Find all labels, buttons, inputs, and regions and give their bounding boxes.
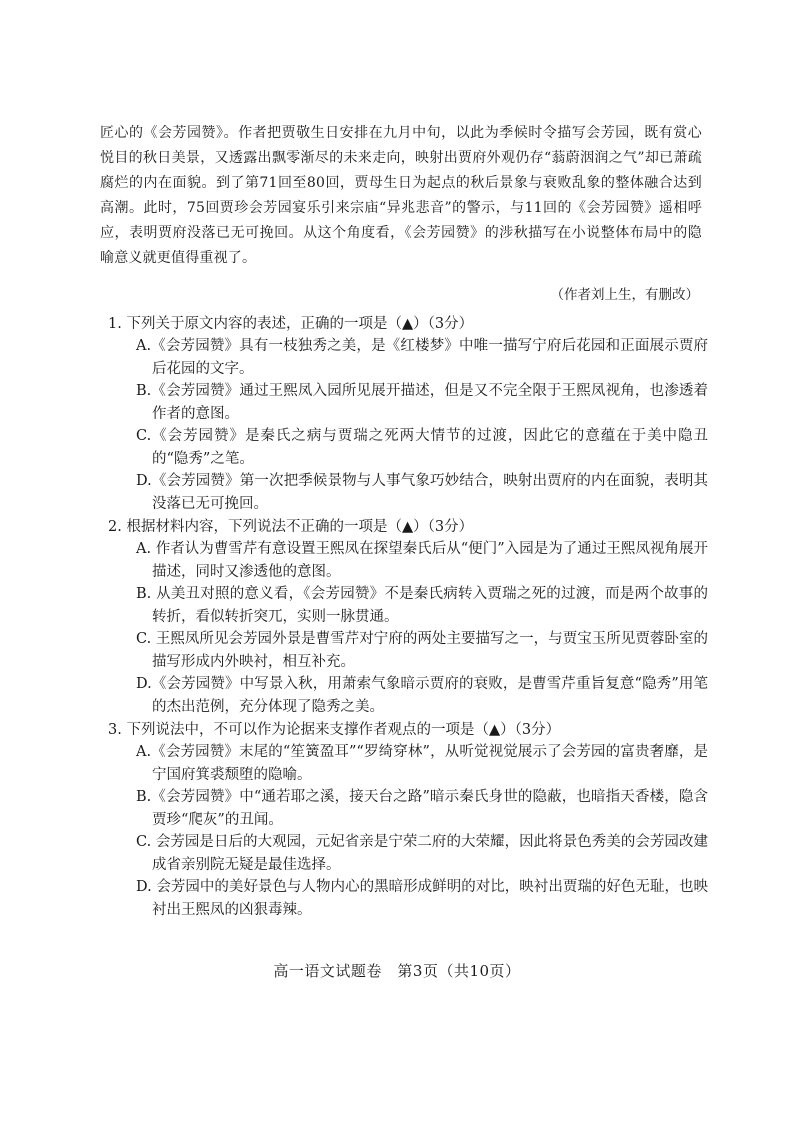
question-2	[108, 516, 708, 718]
option-b: B.《会芳园赞》中“通若耶之溪，接天台之路”暗示秦氏身世的隐蔽，也暗指天香楼，隐含贾珍“爬灰”的丑闻。	[136, 789, 708, 828]
source-attribution: （作者刘上生，有删改）	[550, 287, 699, 303]
question-1	[108, 313, 708, 515]
question-stem: 1. 下列关于原文内容的表述，正确的一项是（▲）（3分）	[108, 316, 474, 332]
option-c: C.《会芳园赞》是秦氏之病与贾瑞之死两大情节的过渡，因此它的意蕴在于美中隐丑的“隐秀”之笔。	[136, 428, 708, 467]
option-a: A.《会芳园赞》具有一枝独秀之美，是《红楼梦》中唯一描写宁府后花园和正面展示贾府后花园的文字。	[136, 338, 708, 377]
option-b: B.《会芳园赞》通过王熙凤入园所见展开描述，但是又不完全限于王熙凤视角，也渗透着作者的意图。	[136, 383, 708, 422]
question-stem: 3. 下列说法中，不可以作为论据来支撑作者观点的一项是（▲）（3分）	[108, 722, 561, 738]
option-c: C. 王熙凤所见会芳园外景是曹雪芹对宁府的两处主要描写之一，与贾宝玉所见贾蓉卧室的描写形成内外映衬，相互补充。	[136, 631, 708, 670]
option-a: A. 作者认为曹雪芹有意设置王熙凤在探望秦氏后从“便门”入园是为了通过王熙凤视角展开描述，同时又渗透他的意图。	[136, 541, 708, 580]
reading-passage	[100, 121, 702, 271]
option-d: D.《会芳园赞》中写景入秋，用萧索气象暗示贾府的衰败，是曹雪芹重旨复意“隐秀”用笔的杰出范例，充分体现了隐秀之美。	[136, 676, 708, 715]
option-d: D.《会芳园赞》第一次把季候景物与人事气象巧妙结合，映射出贾府的内在面貌，表明其没落已无可挽回。	[136, 473, 708, 512]
question-3	[108, 719, 708, 921]
option-c: C. 会芳园是日后的大观园，元妃省亲是宁荣二府的大荣耀，因此将景色秀美的会芳园改建成省亲别院无疑是最佳选择。	[136, 834, 708, 873]
passage-paragraph: 匠心的《会芳园赞》。作者把贾敬生日安排在九月中旬，以此为季候时令描写会芳园，既有赏心悦目的秋日美景，又透露出飘零渐尽的未来走向，映射出贾府外观仍存“蓊蔚洇润之气”却已萧疏腐烂的内在面貌。到了第71回至80回，贾母生日为起点的秋后景象与衰败乱象的整体融合达到高潮。此时，75回贾珍会芳园宴乐引来宗庙“异兆悲音”的警示，与11回的《会芳园赞》遥相呼应，表明贾府没落已无可挽回。从这个角度看，《会芳园赞》的涉秋描写在小说整体布局中的隐喻意义就更值得重视了。	[100, 125, 702, 266]
option-b: B. 从美丑对照的意义看，《会芳园赞》不是秦氏病转入贾瑞之死的过渡，而是两个故事的转折，看似转折突兀，实则一脉贯通。	[136, 586, 708, 625]
page-footer: 高一语文试题卷 第3页（共10页）	[273, 962, 521, 980]
option-a: A.《会芳园赞》末尾的“笙簧盈耳”“罗绮穿林”，从听觉视觉展示了会芳园的富贵奢靡，是宁国府箕裘颓堕的隐喻。	[136, 744, 708, 783]
question-stem: 2. 根据材料内容，下列说法不正确的一项是（▲）（3分）	[108, 519, 474, 535]
option-d: D. 会芳园中的美好景色与人物内心的黑暗形成鲜明的对比，映衬出贾瑞的好色无耻，也映衬出王熙凤的凶狠毒辣。	[136, 879, 708, 918]
question-list	[108, 313, 708, 922]
